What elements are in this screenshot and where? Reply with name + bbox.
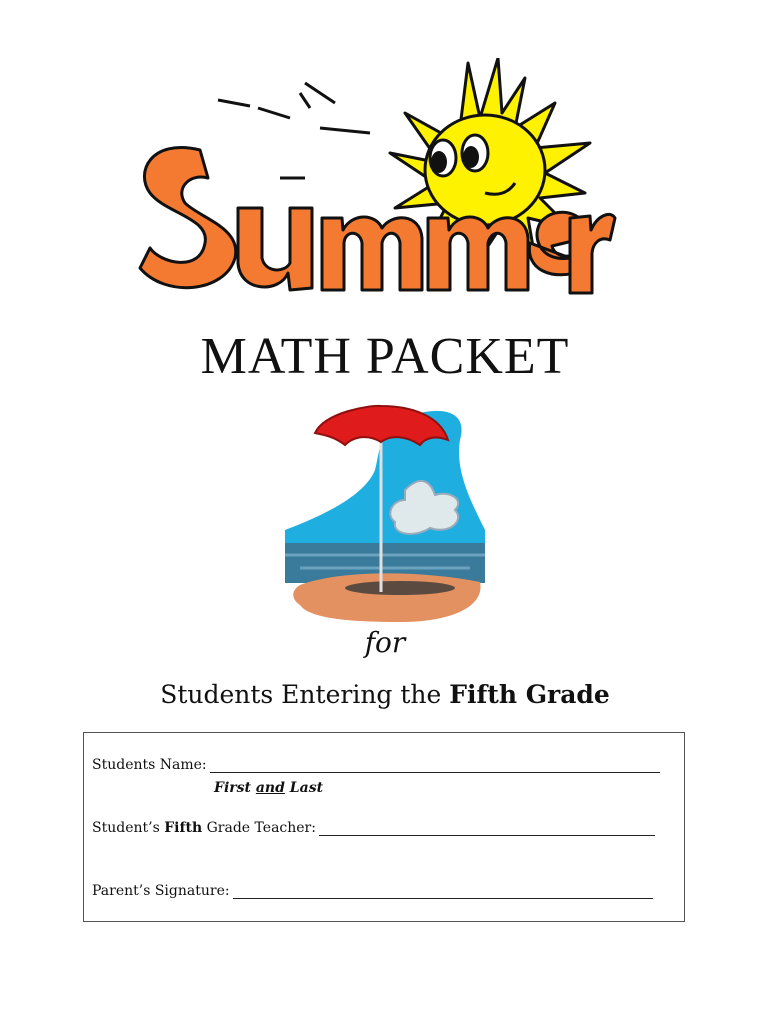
for-text: for: [364, 626, 406, 659]
hint-and: and: [255, 780, 285, 796]
name-row: [92, 757, 660, 773]
teacher-label-bold: Fifth: [164, 820, 203, 836]
packet-title: MATH PACKET: [200, 328, 570, 385]
signature-field[interactable]: [233, 884, 653, 899]
signature-label: Parent’s Signature:: [92, 883, 230, 899]
name-hint: [214, 780, 323, 796]
student-info-box: [83, 732, 685, 922]
summer-logo: [130, 58, 620, 318]
hint-last: Last: [289, 780, 324, 796]
grade-subtitle: [0, 680, 770, 709]
teacher-field[interactable]: [319, 821, 655, 836]
hint-first: First: [214, 780, 251, 796]
name-field[interactable]: [210, 758, 660, 773]
teacher-row: [92, 820, 655, 836]
teacher-label-post: Grade Teacher:: [202, 820, 316, 836]
sun-icon: [130, 58, 620, 318]
signature-row: [92, 883, 653, 899]
beach-umbrella-icon: [280, 400, 495, 625]
name-label: Students Name:: [92, 757, 207, 773]
subtitle-lead: Students Entering the: [160, 680, 450, 709]
teacher-label-pre: Student’s: [92, 820, 165, 836]
subtitle-grade: Fifth Grade: [449, 680, 610, 709]
